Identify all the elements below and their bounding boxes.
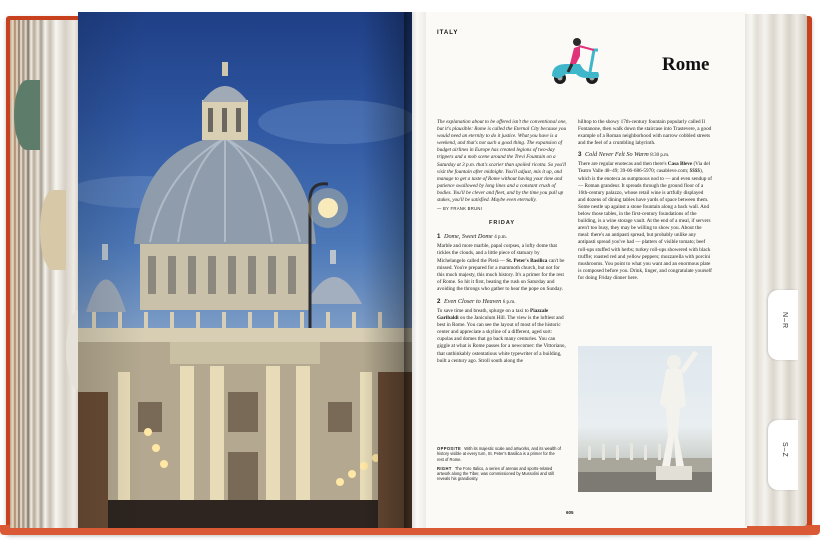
book-gutter-shadow <box>404 12 426 528</box>
byline: — BY FRANK BRUNI <box>437 206 483 212</box>
left-page-stack <box>10 20 80 528</box>
caption-label: RIGHT <box>437 465 452 471</box>
left-thumb-tab <box>40 190 66 270</box>
caption-text: With its majestic scale and artworks, and its wealth of history visible at every turn, St. Peter's Basilica is a primer for the rest of Rome. <box>437 446 561 462</box>
st-peters-basilica-photo <box>78 12 412 528</box>
place-name: St. Peter's Basilica <box>506 257 548 264</box>
item-body-text: To save time and breath, splurge on a taxi to <box>437 307 531 314</box>
place-name: Piazzale Garibaldi <box>437 307 549 322</box>
scooter-icon <box>546 36 606 86</box>
item-time: 8:30 p.m. <box>650 153 670 159</box>
caption-label: OPPOSITE <box>437 446 462 451</box>
page-title: Rome <box>662 54 710 75</box>
item-number: 3 <box>578 151 582 159</box>
item-body <box>578 161 712 282</box>
thumb-tab-label: S–Z <box>781 442 788 458</box>
photo-captions <box>437 446 562 486</box>
statue-illustration <box>578 346 712 492</box>
left-thumb-tab <box>14 80 40 150</box>
place-name: Casa Bleve <box>667 161 693 168</box>
photo-shading <box>78 12 412 528</box>
item-time: 4 p.m. <box>494 235 507 241</box>
item-body-text: (Via del Teatro Valle 48–49; 39-06-686-5970; casableve.com; $$$$), which is the enoteca as sumptuous nod to — and even sendup of — Roman grandeur. It spreads through the ground floor of a 16th-century palazzo, whose retail wine is artfully displayed and dozens of dining tables have yards of space between them. Some nestle up against a stone fountain along a back wall. And below those tables, in the first-century foundations of the building, is a wine storage vault. At the end of a meal, if servers aren't too busy, they may be willing to show you. About the meal: there's an antipasti spread, but probably unlike any antipasti spread you've had — platters of visible tomato; beef roll-ups stuffed with herbs; turkey roll-ups showered with black truffle; roasted red and yellow peppers; mozzarella with porcini mushrooms. You point to what you want and an enormous plate is composed before you. Drink, linger, and congratulate yourself for doing Friday dinner here. <box>578 161 712 281</box>
item-title: Cold Never Felt So Warm <box>585 151 649 159</box>
column-2-lead: hilltop to the showy 17th-century fountain popularly called Il Fontanone, then walk down the staircase into Trastevere, a good example of a Roman neighborhood with narrow cobbled streets and the feel of a crumbling labyrinth. <box>578 119 712 147</box>
item-body <box>437 308 567 365</box>
caption-text: The Foro Italico, a series of arenas and sports-related artwork along the Tiber, was commissioned by Mussolini and still reveals his grandiosity. <box>437 465 554 482</box>
text-column-2 <box>578 119 712 283</box>
item-body-text: Marble and more marble, papal corpses, a lofty dome that tickles the clouds, and a little piece of statuary by Michelangelo called the Pietà — <box>437 243 557 264</box>
item-title: Dome, Sweet Dome <box>444 233 493 241</box>
item-body <box>437 243 567 293</box>
text-column-1 <box>437 119 567 366</box>
day-heading: FRIDAY <box>489 220 515 227</box>
intro-paragraph: The explanation about to be offered isn't the conventional one, but it's plausible: Rome is called the Eternal City because you would need an eternity to do it justice. What you have is a weekend, and that's not such a good thing. The expansion of budget airlines in Europe has created legions of two-day trippers and a mob scene around the Trevi Fountain on a Saturday at 3 p.m. that's scarier than spoiled ricotta. So you'll visit the fountain after midnight. You'll adjust, mix it up, and manage to get a taste of Rome without having your time and patience swallowed by long lines and a constant crush of bodies. You'll be clever and fleet, and by the time you pull up stakes, you'll be satisfied. Maybe even eternally. <box>437 119 567 204</box>
item-heading <box>437 233 567 242</box>
page-number: 605 <box>566 510 574 515</box>
item-heading <box>578 151 712 160</box>
item-body-text: can't be missed. You're prepared for a mammoth church, but not for this much majesty, this much history. It's a primer for the rest of Rome. So hit it first, beating the rush on Saturday and avoiding the throngs who gather to hear the pope on Sunday. <box>437 257 565 292</box>
foro-italico-photo <box>578 346 712 492</box>
section-tag: ITALY <box>437 30 459 36</box>
item-number: 1 <box>437 233 441 241</box>
item-body-text: on the Janiculum Hill. The view is the loftiest and best in Rome. You can see the layout of most of the historic center and appreciate a skyline of a different, aged sort: cupolas and domes that go back many centuries. You can giggle at what is Rome passes for a newcomer: the Vittoriano, that unthinkably ostentatious white typewriter of a building, built a century ago. Stroll south along the <box>437 315 566 364</box>
item-number: 2 <box>437 297 441 305</box>
caption-right <box>437 466 562 482</box>
item-title: Even Closer to Heaven <box>444 297 502 305</box>
thumb-tab-label: N–R <box>781 312 788 330</box>
caption-opposite <box>437 446 562 462</box>
item-body-text: There are regular enotecas and then there's <box>578 161 668 168</box>
item-time: 6 p.m. <box>502 299 516 305</box>
item-heading <box>437 298 567 307</box>
